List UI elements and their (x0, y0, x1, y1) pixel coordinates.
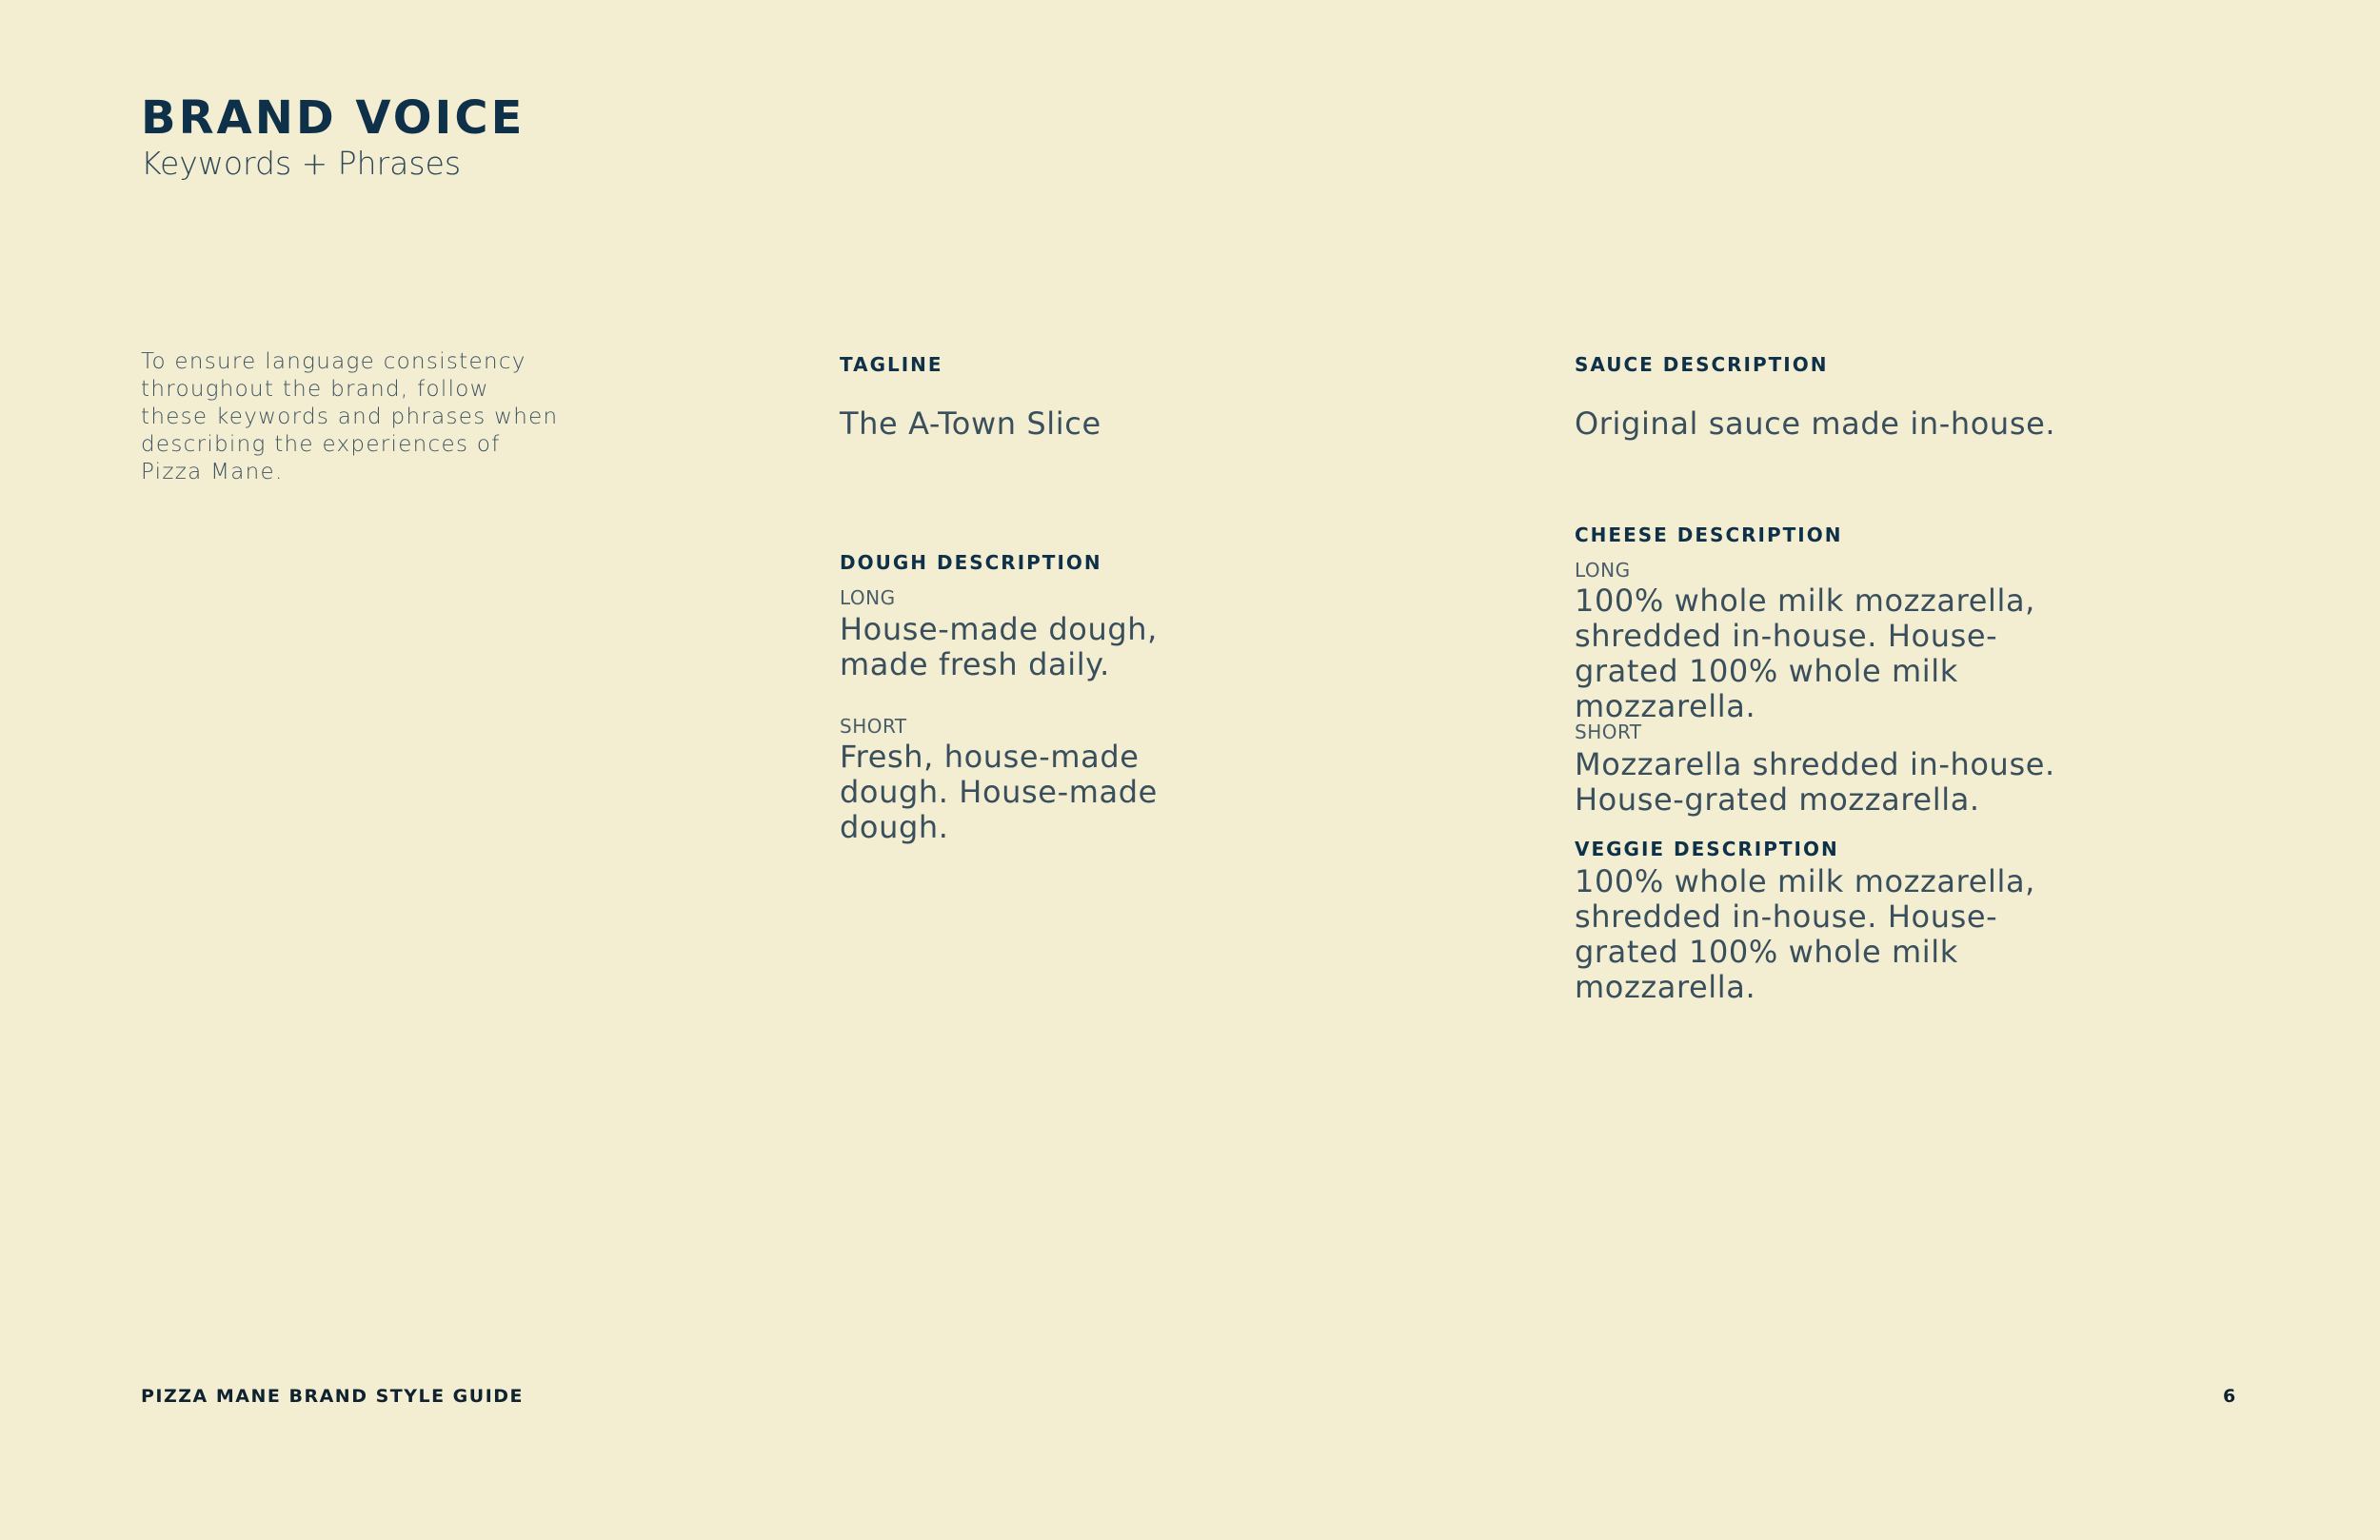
page-number: 6 (2223, 1386, 2236, 1407)
dough-short-text: Fresh, house-made dough. House-made dough. (840, 739, 1158, 845)
intro-paragraph: To ensure language consistency throughout the brand, follow these keywords and phrases when describing the experiences of Pizza Mane. (141, 349, 559, 484)
page-title: BRAND VOICE (141, 91, 526, 145)
footer-guide-title: PIZZA MANE BRAND STYLE GUIDE (141, 1386, 525, 1407)
veggie-description-label: VEGGIE DESCRIPTION (1575, 838, 1839, 860)
cheese-long-label: LONG (1575, 559, 1631, 582)
dough-long-label: LONG (840, 586, 896, 609)
tagline-label: TAGLINE (840, 353, 943, 376)
cheese-description-label: CHEESE DESCRIPTION (1575, 523, 1843, 546)
page-subtitle: Keywords + Phrases (141, 145, 462, 182)
tagline-text: The A-Town Slice (840, 405, 1101, 442)
cheese-short-text: Mozzarella shredded in-house. House-grated mozzarella. (1575, 746, 2055, 818)
cheese-long-text: 100% whole milk mozzarella, shredded in-house. House-grated 100% whole milk mozzarella. (1575, 582, 2035, 724)
dough-description-label: DOUGH DESCRIPTION (840, 551, 1102, 574)
dough-short-label: SHORT (840, 715, 907, 738)
sauce-description-label: SAUCE DESCRIPTION (1575, 353, 1829, 376)
sauce-text: Original sauce made in-house. (1575, 405, 2056, 442)
cheese-short-label: SHORT (1575, 721, 1642, 743)
veggie-text: 100% whole milk mozzarella, shredded in-house. House-grated 100% whole milk mozzarella. (1575, 863, 2035, 1005)
dough-long-text: House-made dough, made fresh daily. (840, 611, 1158, 682)
